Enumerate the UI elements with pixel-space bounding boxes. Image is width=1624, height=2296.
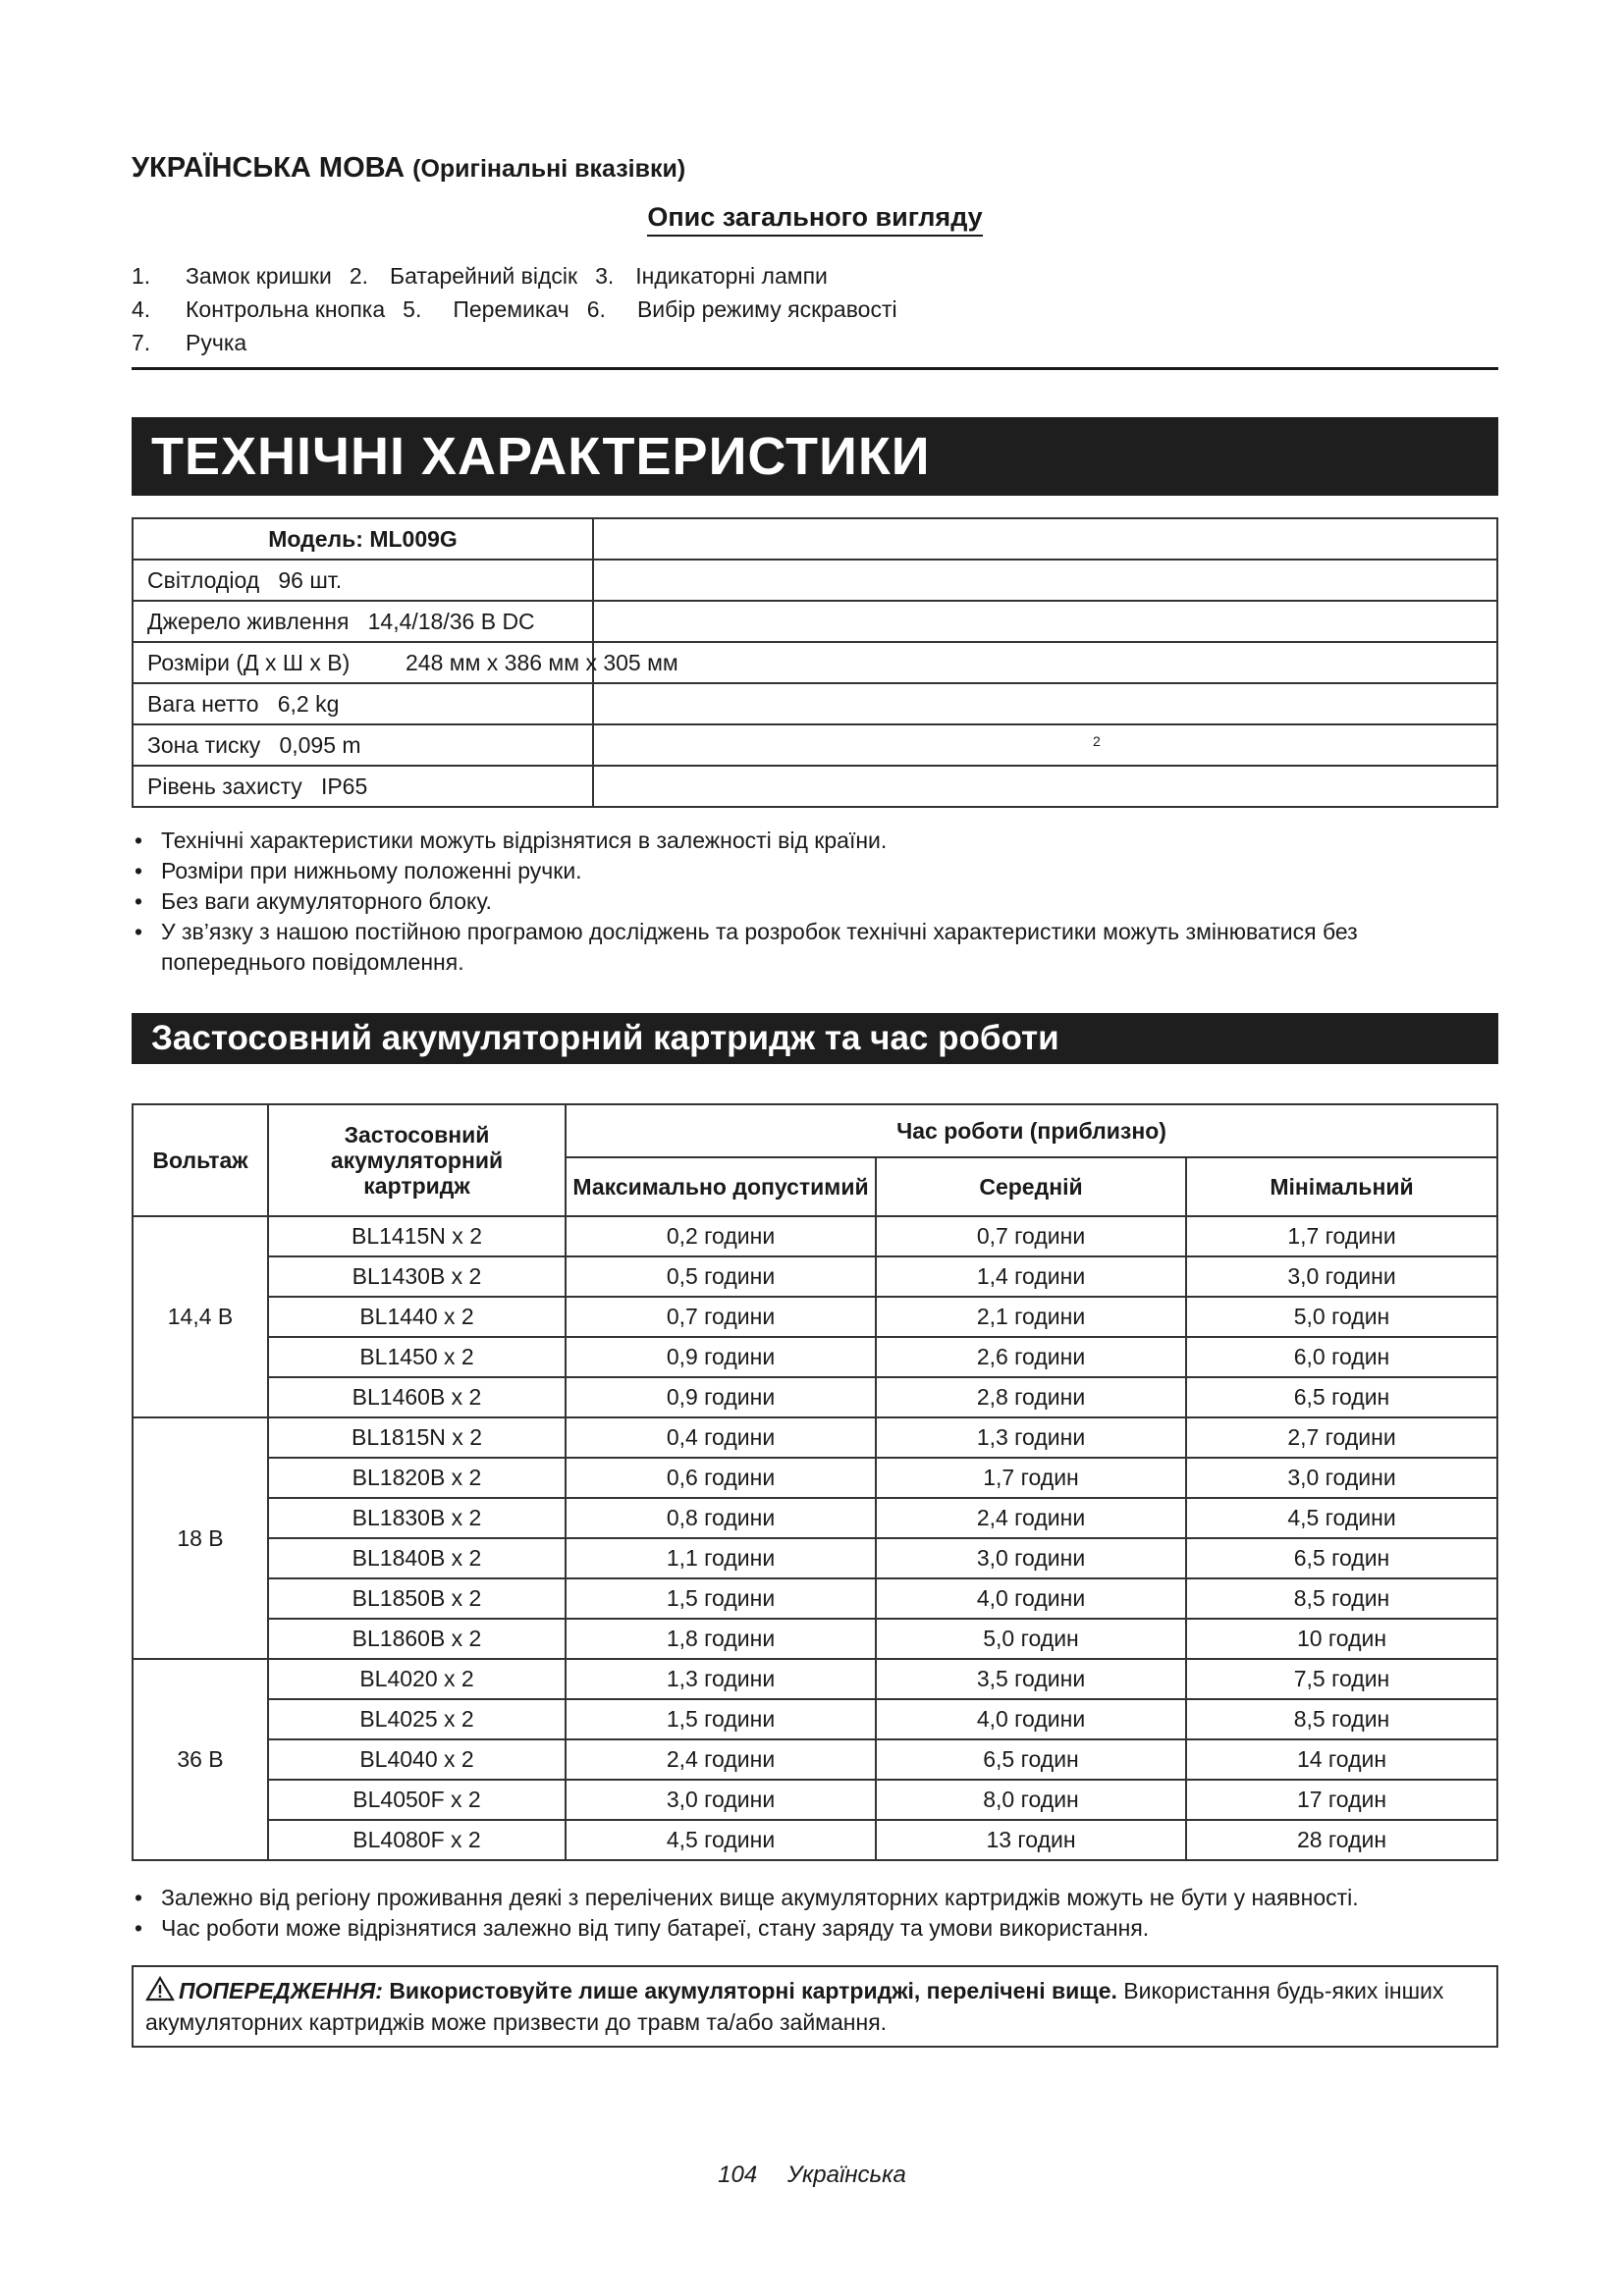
max-header: Максимально допустимий — [566, 1157, 876, 1216]
min-time-cell: 14 годин — [1186, 1739, 1497, 1780]
table-row — [133, 683, 1497, 724]
voltage-cell: 14,4 В — [133, 1216, 268, 1417]
spec-label: Рівень захисту — [147, 773, 302, 799]
part-number: 2. — [349, 263, 368, 289]
cartridge-cell: BL1430B x 2 — [268, 1256, 566, 1297]
cartridge-cell: BL1440 x 2 — [268, 1297, 566, 1337]
list-item: • Розміри при нижньому положенні ручки. — [132, 856, 1498, 886]
table-row — [133, 1337, 1497, 1377]
table-row — [133, 1699, 1497, 1739]
table-row — [133, 1578, 1497, 1619]
table-row — [133, 601, 1497, 642]
spec-label: Розміри (Д x Ш x В) — [147, 649, 351, 675]
superscript-cell — [593, 724, 1497, 766]
mid-time-cell: 0,7 години — [876, 1216, 1186, 1256]
mid-time-cell: 6,5 годин — [876, 1739, 1186, 1780]
voltage-header: Вольтаж — [133, 1104, 268, 1216]
mid-time-cell: 8,0 годин — [876, 1780, 1186, 1820]
page-footer — [0, 2162, 1624, 2189]
max-time-cell: 1,8 години — [566, 1619, 876, 1659]
parts-row — [132, 293, 1498, 326]
table-row — [133, 1216, 1497, 1256]
table-row — [133, 642, 1497, 683]
list-item: • Технічні характеристики можуть відрізнятися в залежності від країни. — [132, 826, 1498, 856]
spec-value: 96 шт. — [278, 566, 343, 593]
part-number: 5. — [403, 296, 422, 322]
min-time-cell: 3,0 години — [1186, 1256, 1497, 1297]
language-note: (Оригінальні вказівки) — [412, 155, 686, 183]
cartridge-cell: BL1450 x 2 — [268, 1337, 566, 1377]
spec-value: 14,4/18/36 В DC — [367, 608, 535, 634]
empty-cell — [593, 766, 1497, 807]
table-row — [133, 1739, 1497, 1780]
part-label: Індикаторні лампи — [635, 263, 828, 289]
cartridge-cell: BL1860B x 2 — [268, 1619, 566, 1659]
spec-label-cell — [133, 683, 593, 724]
spec-label-cell — [133, 642, 678, 683]
max-time-cell: 0,7 години — [566, 1297, 876, 1337]
parts-list — [132, 259, 1498, 359]
warning-triangle-icon — [145, 1976, 175, 2002]
table-header-row — [133, 1104, 1497, 1157]
cartridge-cell: BL4040 x 2 — [268, 1739, 566, 1780]
min-time-cell: 6,5 годин — [1186, 1377, 1497, 1417]
cartridge-cell: BL1840B x 2 — [268, 1538, 566, 1578]
model-label: Модель: — [268, 525, 363, 552]
max-time-cell: 1,3 години — [566, 1659, 876, 1699]
cartridge-header: Застосовний акумуляторний картридж — [268, 1104, 566, 1216]
runtime-header: Час роботи (приблизно) — [566, 1104, 1497, 1157]
spec-label: Джерело живлення — [147, 608, 350, 634]
part-label: Ручка — [186, 330, 247, 355]
table-row — [133, 1659, 1497, 1699]
spec-label-cell — [133, 766, 593, 807]
battery-notes — [132, 1883, 1498, 1944]
spec-value: IP65 — [320, 773, 368, 799]
cartridge-cell: BL1815N x 2 — [268, 1417, 566, 1458]
min-header: Мінімальний — [1186, 1157, 1497, 1216]
min-time-cell: 1,7 години — [1186, 1216, 1497, 1256]
mid-time-cell: 1,4 години — [876, 1256, 1186, 1297]
cartridge-cell: BL4020 x 2 — [268, 1659, 566, 1699]
table-row — [133, 1297, 1497, 1337]
spec-label-cell — [133, 601, 593, 642]
cartridge-cell: BL4025 x 2 — [268, 1699, 566, 1739]
max-time-cell: 0,8 години — [566, 1498, 876, 1538]
specs-heading: ТЕХНІЧНІ ХАРАКТЕРИСТИКИ — [132, 417, 1498, 496]
page-content — [132, 147, 1498, 2048]
min-time-cell: 5,0 годин — [1186, 1297, 1497, 1337]
overview-title: Опис загального вигляду — [647, 202, 982, 237]
divider — [132, 367, 1498, 370]
part-number: 4. — [132, 296, 151, 322]
model-value: ML009G — [369, 525, 458, 552]
runtime-body — [133, 1216, 1497, 1860]
mid-time-cell: 1,7 годин — [876, 1458, 1186, 1498]
parts-row — [132, 326, 1498, 359]
empty-cell — [593, 642, 1497, 683]
spec-label: Вага нетто — [147, 690, 259, 717]
mid-time-cell: 2,1 години — [876, 1297, 1186, 1337]
table-row — [133, 1498, 1497, 1538]
voltage-cell: 36 В — [133, 1659, 268, 1860]
max-time-cell: 1,5 години — [566, 1699, 876, 1739]
part-number: 3. — [595, 263, 615, 289]
list-item: • Без ваги акумуляторного блоку. — [132, 886, 1498, 917]
mid-time-cell: 3,0 години — [876, 1538, 1186, 1578]
cartridge-cell: BL1460B x 2 — [268, 1377, 566, 1417]
min-time-cell: 2,7 години — [1186, 1417, 1497, 1458]
warning-label: ПОПЕРЕДЖЕННЯ: — [179, 1978, 383, 2003]
mid-time-cell: 2,4 години — [876, 1498, 1186, 1538]
max-time-cell: 1,5 години — [566, 1578, 876, 1619]
part-label: Перемикач — [453, 296, 569, 322]
table-row — [133, 560, 1497, 601]
warning-bold-text: Використовуйте лише акумуляторні картриджі, перелічені вище. — [389, 1978, 1117, 2003]
spec-label: Світлодіод — [147, 566, 260, 593]
empty-cell — [593, 683, 1497, 724]
superscript: 2 — [1093, 733, 1101, 749]
cartridge-cell: BL1820B x 2 — [268, 1458, 566, 1498]
mid-time-cell: 2,8 години — [876, 1377, 1186, 1417]
table-row — [133, 724, 1497, 766]
max-time-cell: 0,5 години — [566, 1256, 876, 1297]
warning-text: Використання будь-яких інших акумуляторних картриджів може призвести до травм та/або займання. — [145, 1978, 1444, 2035]
min-time-cell: 8,5 годин — [1186, 1578, 1497, 1619]
part-number: 6. — [586, 296, 606, 322]
part-label: Контрольна кнопка — [186, 296, 386, 322]
part-label: Батарейний відсік — [390, 263, 578, 289]
max-time-cell: 3,0 години — [566, 1780, 876, 1820]
min-time-cell: 6,0 годин — [1186, 1337, 1497, 1377]
runtime-table — [132, 1103, 1498, 1861]
spec-label: Зона тиску — [147, 731, 261, 758]
min-time-cell: 3,0 години — [1186, 1458, 1497, 1498]
list-item: • Залежно від регіону проживання деякі з перелічених вище акумуляторних картриджів можуть не бути у наявності. — [132, 1883, 1498, 1913]
min-time-cell: 17 годин — [1186, 1780, 1497, 1820]
max-time-cell: 0,9 години — [566, 1377, 876, 1417]
footer-language: Українська — [786, 2162, 906, 2188]
table-row — [133, 766, 1497, 807]
min-time-cell: 6,5 годин — [1186, 1538, 1497, 1578]
mid-time-cell: 4,0 години — [876, 1699, 1186, 1739]
mid-time-cell: 13 годин — [876, 1820, 1186, 1860]
min-time-cell: 28 годин — [1186, 1820, 1497, 1860]
max-time-cell: 0,4 години — [566, 1417, 876, 1458]
part-label: Замок кришки — [186, 263, 332, 289]
spec-value: 248 мм x 386 мм x 305 мм — [406, 650, 678, 675]
language-heading — [132, 147, 1498, 188]
page-number: 104 — [718, 2162, 758, 2188]
list-item: • Час роботи може відрізнятися залежно від типу батареї, стану заряду та умови використання. — [132, 1913, 1498, 1944]
specs-notes — [132, 826, 1498, 978]
language-title: УКРАЇНСЬКА МОВА — [132, 152, 406, 184]
table-row — [133, 1820, 1497, 1860]
part-number: 7. — [132, 330, 151, 355]
cartridge-cell: BL4080F x 2 — [268, 1820, 566, 1860]
battery-heading: Застосовний акумуляторний картридж та час роботи — [132, 1013, 1498, 1064]
mid-time-cell: 5,0 годин — [876, 1619, 1186, 1659]
part-label: Вибір режиму яскравості — [636, 296, 897, 322]
empty-cell — [593, 560, 1497, 601]
overview-heading — [132, 202, 1498, 240]
specs-table — [132, 517, 1498, 808]
table-row — [133, 1377, 1497, 1417]
min-time-cell: 8,5 годин — [1186, 1699, 1497, 1739]
cartridge-cell: BL1415N x 2 — [268, 1216, 566, 1256]
cartridge-cell: BL1850B x 2 — [268, 1578, 566, 1619]
cartridge-cell: BL1830B x 2 — [268, 1498, 566, 1538]
warning-box — [132, 1965, 1498, 2048]
table-row — [133, 1619, 1497, 1659]
min-time-cell: 4,5 години — [1186, 1498, 1497, 1538]
spec-label-cell — [133, 724, 593, 766]
voltage-cell: 18 В — [133, 1417, 268, 1659]
parts-row — [132, 259, 1498, 293]
model-cell — [133, 518, 593, 560]
mid-time-cell: 4,0 години — [876, 1578, 1186, 1619]
max-time-cell: 0,9 години — [566, 1337, 876, 1377]
mid-header: Середній — [876, 1157, 1186, 1216]
max-time-cell: 2,4 години — [566, 1739, 876, 1780]
empty-cell — [593, 601, 1497, 642]
max-time-cell: 4,5 години — [566, 1820, 876, 1860]
table-row — [133, 518, 1497, 560]
empty-cell — [593, 518, 1497, 560]
max-time-cell: 0,6 години — [566, 1458, 876, 1498]
cartridge-cell: BL4050F x 2 — [268, 1780, 566, 1820]
max-time-cell: 1,1 години — [566, 1538, 876, 1578]
mid-time-cell: 2,6 години — [876, 1337, 1186, 1377]
part-number: 1. — [132, 263, 151, 289]
table-row — [133, 1538, 1497, 1578]
table-row — [133, 1780, 1497, 1820]
list-item: • У зв’язку з нашою постійною програмою досліджень та розробок технічні характеристики можуть змінюватися без попереднього повідомлення. — [132, 917, 1498, 978]
mid-time-cell: 1,3 години — [876, 1417, 1186, 1458]
mid-time-cell: 3,5 години — [876, 1659, 1186, 1699]
spec-label-cell — [133, 560, 593, 601]
table-row — [133, 1417, 1497, 1458]
min-time-cell: 10 годин — [1186, 1619, 1497, 1659]
table-row — [133, 1256, 1497, 1297]
spec-value: 0,095 m — [279, 731, 361, 758]
max-time-cell: 0,2 години — [566, 1216, 876, 1256]
min-time-cell: 7,5 годин — [1186, 1659, 1497, 1699]
spec-value: 6,2 kg — [277, 690, 340, 717]
table-row — [133, 1458, 1497, 1498]
